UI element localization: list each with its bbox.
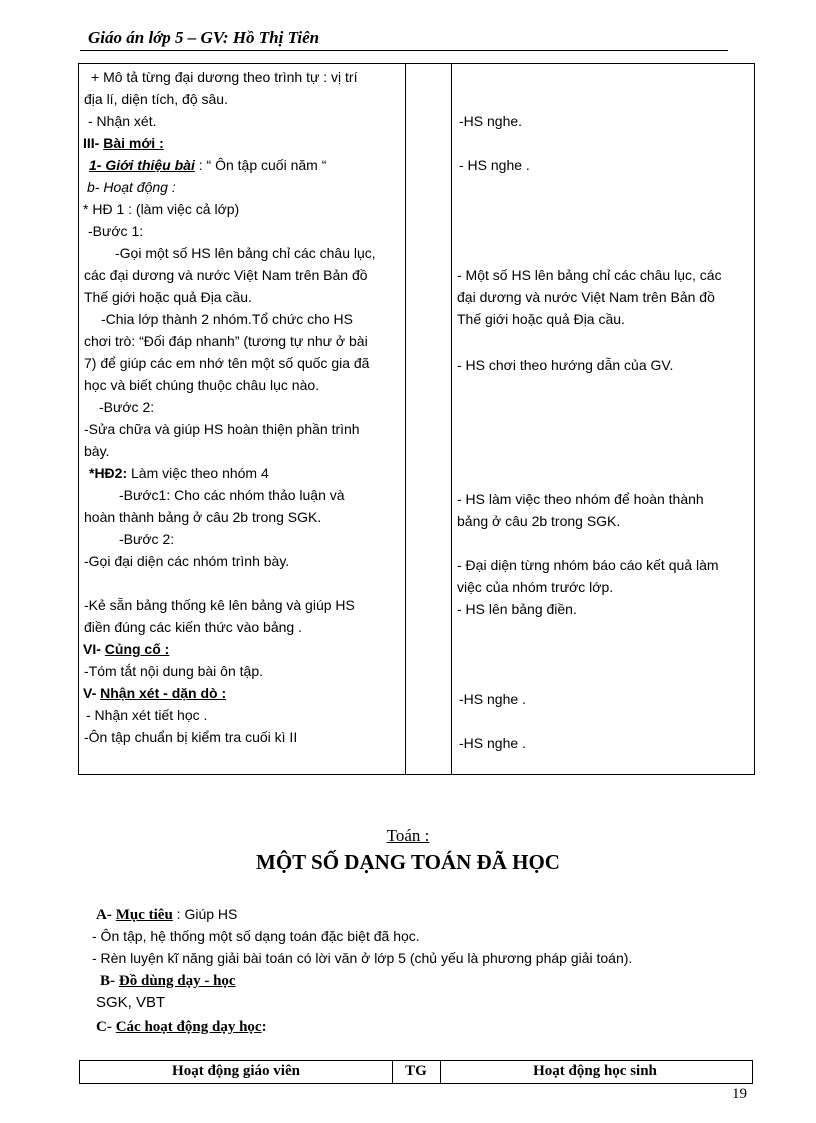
materials-line: SGK, VBT bbox=[96, 994, 166, 1011]
section-heading-new-lesson bbox=[83, 132, 164, 154]
student-line: bảng ở câu 2b trong SGK. bbox=[457, 513, 621, 529]
teacher-line: -Chia lớp thành 2 nhóm.Tổ chức cho HS bbox=[101, 311, 354, 327]
teacher-line: bày. bbox=[84, 443, 110, 459]
teacher-line: 7) để giúp các em nhớ tên một số quốc gia đã bbox=[84, 355, 370, 371]
column-divider-student bbox=[451, 64, 452, 774]
teacher-line: điền đúng các kiến thức vào bảng . bbox=[84, 619, 302, 635]
teacher-line: Thế giới hoặc quả Địa cầu. bbox=[84, 289, 252, 305]
step-label: -Bước 2: bbox=[99, 399, 155, 415]
student-line: - HS làm việc theo nhóm để hoàn thành bbox=[457, 491, 704, 507]
materials-heading bbox=[100, 970, 236, 991]
step-label: -Bước 2: bbox=[119, 531, 175, 547]
activity-1-heading: * HĐ 1 : (làm việc cả lớp) bbox=[83, 201, 240, 217]
teacher-line: -Ôn tập chuẩn bị kiểm tra cuối kì II bbox=[84, 729, 298, 745]
student-line: - HS chơi theo hướng dẫn của GV. bbox=[457, 357, 674, 373]
lesson-title: MỘT SỐ DẠNG TOÁN ĐÃ HỌC bbox=[256, 850, 560, 874]
intro-label: 1- Giới thiệu bài bbox=[89, 157, 195, 173]
section-heading-consolidation bbox=[83, 638, 169, 660]
teacher-line: - Nhận xét. bbox=[88, 113, 157, 129]
teacher-line: hoàn thành bảng ở câu 2b trong SGK. bbox=[84, 509, 322, 525]
activity-2-text: Làm việc theo nhóm 4 bbox=[127, 465, 269, 481]
section-title: Nhận xét - dặn dò : bbox=[100, 685, 227, 701]
teacher-line: địa lí, diện tích, độ sâu. bbox=[84, 91, 228, 107]
section-title: Đồ dùng dạy - học bbox=[118, 973, 236, 989]
student-line: việc của nhóm trước lớp. bbox=[457, 579, 614, 595]
teacher-line: -Gọi một số HS lên bảng chỉ các châu lục, bbox=[115, 245, 376, 261]
student-line: -HS nghe. bbox=[459, 113, 523, 129]
section-heading-review bbox=[83, 682, 226, 704]
section-title: Bài mới : bbox=[103, 135, 164, 151]
page-number: 19 bbox=[732, 1086, 747, 1102]
column-header-student: Hoạt động học sinh bbox=[533, 1063, 657, 1079]
objective-heading bbox=[96, 904, 237, 925]
section-title: Mục tiêu bbox=[115, 907, 173, 923]
teacher-line: -Sửa chữa và giúp HS hoàn thiện phần trình bbox=[84, 421, 360, 437]
activities-heading bbox=[96, 1016, 267, 1037]
activity-label: b- Hoạt động : bbox=[87, 179, 176, 195]
objective-note: : Giúp HS bbox=[172, 906, 238, 922]
intro-text: : “ Ôn tập cuối năm “ bbox=[198, 157, 327, 173]
teacher-line: -Bước1: Cho các nhóm thảo luận và bbox=[119, 487, 345, 503]
section-number: V- bbox=[83, 685, 97, 701]
objective-line: - Ôn tập, hệ thống một số dạng toán đặc biệt đã học. bbox=[92, 928, 420, 944]
teacher-line: -Tóm tắt nội dung bài ôn tập. bbox=[84, 663, 263, 679]
teacher-line: - Nhận xét tiết học . bbox=[86, 707, 208, 723]
section-title: Các hoạt động dạy học bbox=[115, 1019, 262, 1035]
section-number: A- bbox=[96, 907, 112, 923]
section-number: III- bbox=[83, 135, 100, 151]
section-number: VI- bbox=[83, 641, 101, 657]
header-rule bbox=[80, 50, 728, 51]
heading-colon: : bbox=[261, 1019, 267, 1035]
section-number: B- bbox=[100, 973, 115, 989]
column-header-time: TG bbox=[405, 1063, 427, 1079]
intro-line bbox=[89, 154, 326, 176]
student-line: -HS nghe . bbox=[459, 735, 526, 751]
teacher-line: học và biết chúng thuộc châu lục nào. bbox=[84, 377, 320, 393]
lesson-activity-table bbox=[78, 63, 755, 775]
student-line: - Đại diện từng nhóm báo cáo kết quả làm bbox=[457, 557, 719, 573]
objective-line: - Rèn luyện kĩ năng giải bài toán có lời văn ở lớp 5 (chủ yếu là phương pháp giải toán). bbox=[92, 950, 633, 966]
student-line: Thế giới hoặc quả Địa cầu. bbox=[457, 311, 625, 327]
activity-2-label: *HĐ2: bbox=[89, 465, 128, 481]
subject-label: Toán : bbox=[386, 826, 430, 845]
teacher-line: + Mô tả từng đại dương theo trình tự : vị trí bbox=[91, 69, 358, 85]
activity-2-heading bbox=[89, 462, 269, 484]
column-divider-time bbox=[405, 64, 406, 774]
teacher-line: -Kẻ sẵn bảng thống kê lên bảng và giúp HS bbox=[84, 597, 355, 613]
student-line: - Một số HS lên bảng chỉ các châu lục, các bbox=[457, 267, 722, 283]
student-line: - HS lên bảng điền. bbox=[457, 601, 577, 617]
section-number: C- bbox=[96, 1019, 112, 1035]
teacher-line: -Gọi đại diện các nhóm trình bày. bbox=[84, 553, 290, 569]
student-line: - HS nghe . bbox=[459, 157, 530, 173]
teacher-line: các đại dương và nước Việt Nam trên Bản đồ bbox=[84, 267, 368, 283]
step-label: -Bước 1: bbox=[88, 223, 144, 239]
column-header-teacher: Hoạt động giáo viên bbox=[172, 1063, 300, 1079]
student-line: đại dương và nước Việt Nam trên Bản đồ bbox=[457, 289, 715, 305]
section-title: Củng cố : bbox=[104, 641, 170, 657]
activity-table-header bbox=[79, 1060, 753, 1084]
teacher-line: chơi trò: “Đối đáp nhanh” (tương tự như ở bài bbox=[84, 333, 368, 349]
header-title: Giáo án lớp 5 – GV: Hồ Thị Tiên bbox=[88, 28, 320, 47]
student-line: -HS nghe . bbox=[459, 691, 526, 707]
